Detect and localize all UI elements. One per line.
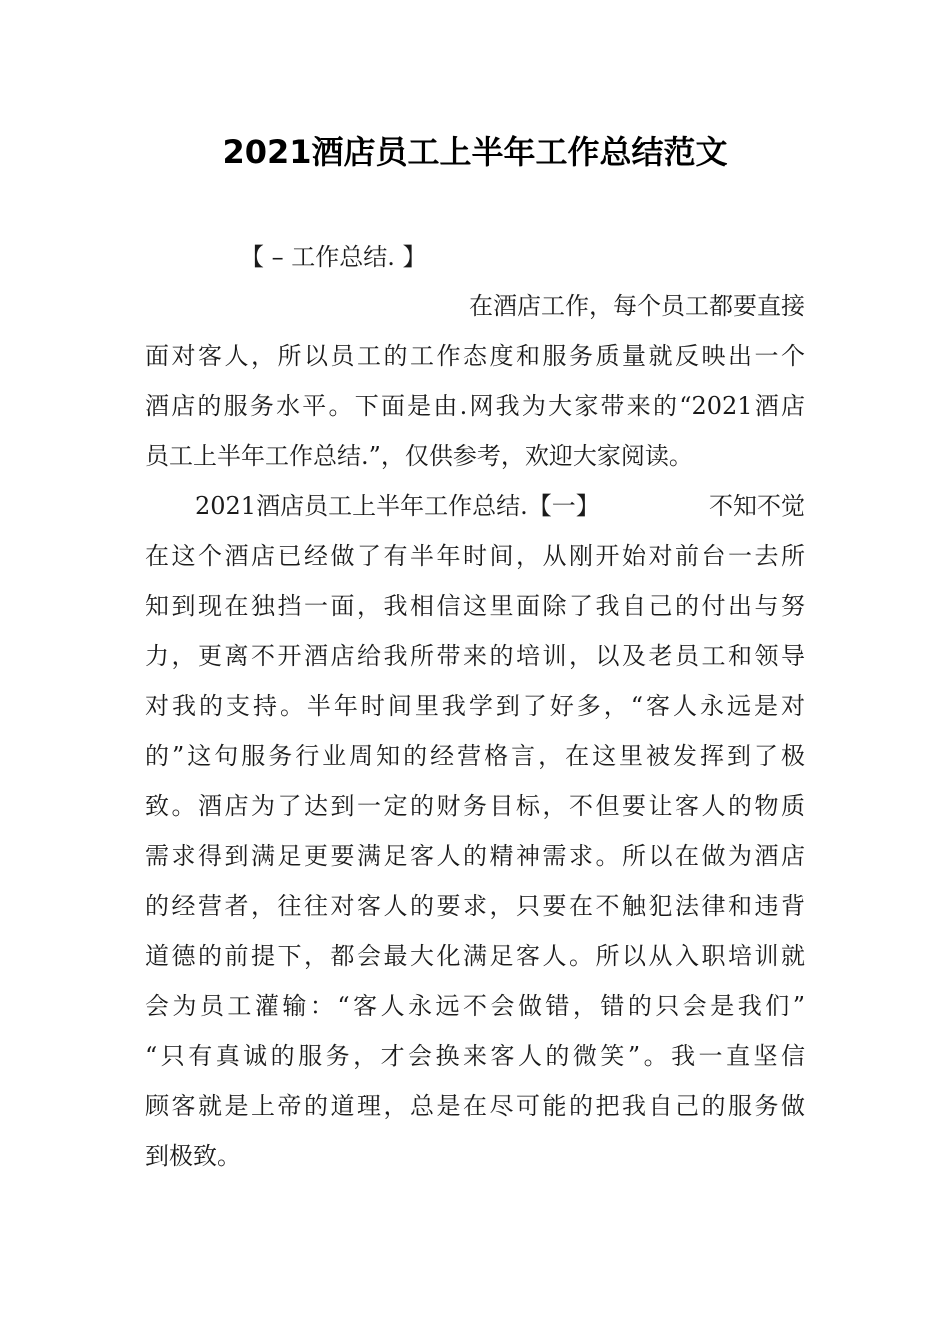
paragraph-line: 员工上半年工作总结.”，仅供参考，欢迎大家阅读。 (145, 442, 693, 470)
paragraph-line: 力，更离不开酒店给我所带来的培训，以及老员工和领导 (145, 642, 805, 670)
document-title: 2021酒店员工上半年工作总结范文 (222, 133, 728, 171)
source-tag: 【 – 工作总结. 】 (240, 243, 427, 271)
paragraph-line: 的经营者，往往对客人的要求，只要在不触犯法律和违背 (145, 892, 805, 920)
paragraph-line: 面对客人，所以员工的工作态度和服务质量就反映出一个 (145, 342, 805, 370)
paragraph-line: 不知不觉 (709, 492, 805, 520)
paragraph-line: 到极致。 (145, 1142, 241, 1170)
paragraph-line: 知到现在独挡一面，我相信这里面除了我自己的付出与努 (145, 592, 805, 620)
paragraph-line: 对我的支持。半年时间里我学到了好多，“客人永远是对 (145, 692, 805, 720)
paragraph-line: 需求得到满足更要满足客人的精神需求。所以在做为酒店 (145, 842, 805, 870)
paragraph-line: 的”这句服务行业周知的经营格言，在这里被发挥到了极 (145, 742, 805, 770)
paragraph-line: 在酒店工作，每个员工都要直接 (469, 292, 805, 320)
paragraph-line: 在这个酒店已经做了有半年时间，从刚开始对前台一去所 (145, 542, 805, 570)
paragraph-line: 道德的前提下，都会最大化满足客人。所以从入职培训就 (145, 942, 805, 970)
paragraph-line: 酒店的服务水平。下面是由.网我为大家带来的“2021酒店 (145, 392, 805, 420)
paragraph-line: 致。酒店为了达到一定的财务目标，不但要让客人的物质 (145, 792, 805, 820)
paragraph-line: “只有真诚的服务，才会换来客人的微笑”。我一直坚信 (145, 1042, 805, 1070)
paragraph-line: 会为员工灌输：“客人永远不会做错，错的只会是我们” (145, 992, 805, 1020)
paragraph-line: 顾客就是上帝的道理，总是在尽可能的把我自己的服务做 (145, 1092, 805, 1120)
section-heading: 2021酒店员工上半年工作总结.【一】 (195, 492, 600, 520)
